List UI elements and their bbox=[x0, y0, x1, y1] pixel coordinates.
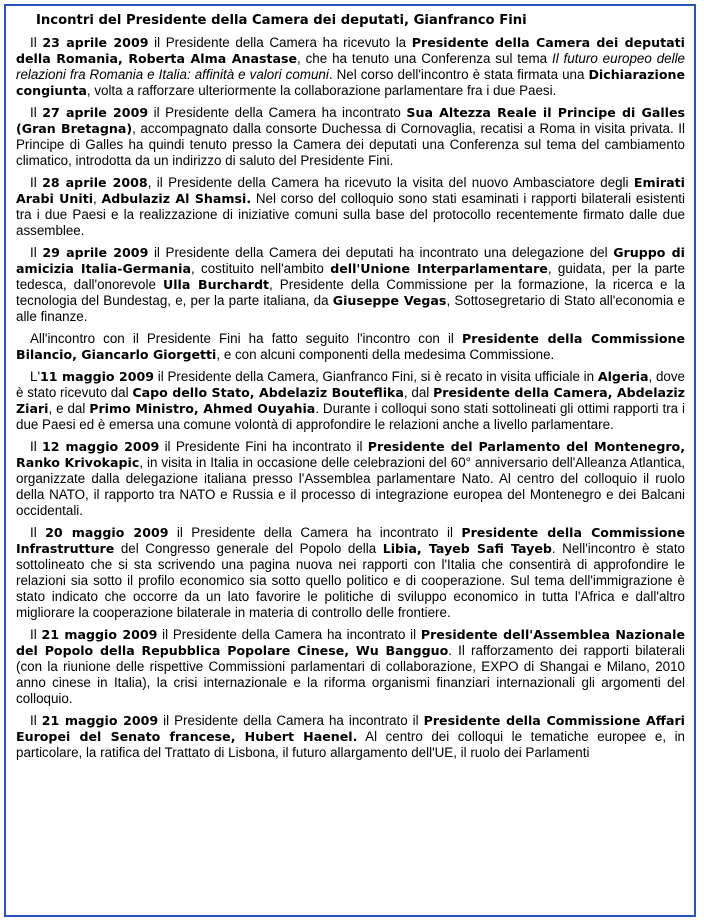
bold-text: Presidente della Camera, Abdelaziz Ziari bbox=[16, 385, 685, 416]
paragraph bbox=[16, 245, 685, 325]
bold-text: 20 maggio 2009 bbox=[45, 525, 169, 540]
text-run: il Presidente della Camera ha ricevuto la bbox=[148, 35, 412, 50]
text-run: Il bbox=[30, 35, 43, 50]
bold-text: Dichiarazione congiunta bbox=[16, 67, 685, 98]
paragraph bbox=[16, 439, 685, 519]
bold-text: Presidente della Commissione Affari Europei del Senato francese, Hubert Haenel. bbox=[16, 713, 685, 744]
bold-text: Libia, Tayeb Safi Tayeb bbox=[382, 541, 552, 556]
text-run: All'incontro con il Presidente Fini ha fatto seguito l'incontro con il bbox=[30, 331, 462, 346]
bold-text: Algeria bbox=[597, 369, 649, 384]
paragraph bbox=[16, 175, 685, 239]
paragraph bbox=[16, 331, 685, 363]
text-run: Il bbox=[30, 627, 42, 642]
text-run: il Presidente della Camera dei deputati ha incontrato una delegazione del bbox=[148, 245, 614, 260]
bold-text: Presidente della Commissione Infrastrutture bbox=[16, 525, 685, 556]
bold-text: Adbulaziz Al Shamsi. bbox=[101, 191, 252, 206]
bold-text: Gruppo di amicizia Italia-Germania bbox=[16, 245, 685, 276]
text-run: . Nell'incontro è stato sottolineato che si sta scrivendo una pagina nuova nei rapporti con l'Italia che consentirà di approfondire le relazioni sia sotto il profilo economico sia sotto quello politico e di cooperazione. Sul tema dell'immigrazione è stato indicato che occorre da un lato favorire le politiche di sviluppo economico in tutta l'Africa e dall'altro migliorare la cooperazione bilaterale in materia di controllo delle frontiere. bbox=[16, 541, 685, 620]
bold-text: Presidente della Commissione Bilancio, Giancarlo Giorgetti bbox=[16, 331, 685, 362]
bold-text: 29 aprile 2009 bbox=[42, 245, 149, 260]
text-run: , volta a rafforzare ulteriormente la collaborazione parlamentare fra i due Paesi. bbox=[86, 83, 557, 98]
text-run: , in visita in Italia in occasione delle celebrazioni del 60° anniversario dell'Alleanza Atlantica, organizzate dalla delegazione italiana presso l'Assemblea parlamentare Nato. Al centro del colloquio il ruolo della NATO, il rapporto tra NATO e Russia e il processo di integrazione europea del Montenegro e dei Balcani occidentali. bbox=[16, 455, 685, 518]
text-run: Il bbox=[30, 525, 46, 540]
paragraph-list bbox=[16, 35, 685, 761]
document-body bbox=[16, 13, 685, 910]
text-run: , bbox=[93, 191, 102, 206]
paragraph bbox=[16, 105, 685, 169]
paragraph bbox=[16, 369, 685, 433]
italic-text: Il futuro europeo delle relazioni fra Romania e Italia: affinità e valori comuni bbox=[16, 51, 685, 82]
bold-text: Presidente della Camera dei deputati della Romania, Roberta Alma Anastase bbox=[16, 35, 685, 66]
document-frame bbox=[4, 4, 696, 917]
text-run: il Presidente della Camera ha incontrato bbox=[148, 105, 407, 120]
text-run: Il bbox=[30, 105, 43, 120]
bold-text: 12 maggio 2009 bbox=[42, 439, 160, 454]
text-run: , guidata, per la parte tedesca, dall'onorevole bbox=[16, 261, 685, 292]
bold-text: dell'Unione Interparlamentare bbox=[330, 261, 548, 276]
bold-text: Presidente dell'Assemblea Nazionale del Popolo della Repubblica Popolare Cinese, Wu Bangguo bbox=[16, 627, 685, 658]
text-run: , e dal bbox=[48, 401, 90, 416]
text-run: Il bbox=[30, 245, 43, 260]
bold-text: Presidente del Parlamento del Montenegro, Ranko Krivokapic bbox=[16, 439, 685, 470]
paragraph bbox=[16, 35, 685, 99]
bold-text: 27 aprile 2009 bbox=[42, 105, 149, 120]
text-run: del Congresso generale del Popolo della bbox=[114, 541, 383, 556]
text-run: Il bbox=[30, 439, 43, 454]
text-run: , dal bbox=[403, 385, 434, 400]
text-run: , accompagnato dalla consorte Duchessa di Cornovaglia, recatisi a Roma in visita privata. Il Principe di Galles ha quindi tenuto presso la Camera dei deputati una Conferenza sul tema del cambiamento climatico, introdotta da un indirizzo di saluto del Presidente Fini. bbox=[16, 121, 685, 168]
bold-text: Primo Ministro, Ahmed Ouyahia bbox=[89, 401, 316, 416]
paragraph bbox=[16, 713, 685, 761]
paragraph bbox=[16, 525, 685, 621]
text-run: , il Presidente della Camera ha ricevuto la visita del nuovo Ambasciatore degli bbox=[147, 175, 634, 190]
bold-text: 28 aprile 2008 bbox=[42, 175, 148, 190]
text-run: . Nel corso dell'incontro è stata firmata una bbox=[328, 67, 589, 82]
text-run: il Presidente della Camera ha incontrato il bbox=[157, 627, 421, 642]
text-run: , e con alcuni componenti della medesima Commissione. bbox=[216, 347, 555, 362]
text-run: Al centro dei colloqui le tematiche europee e, in particolare, la ratifica del Trattato di Lisbona, il futuro allargamento dell'UE, il ruolo dei Parlamenti bbox=[16, 729, 685, 760]
text-run: Il bbox=[30, 713, 42, 728]
bold-text: 21 maggio 2009 bbox=[41, 627, 158, 642]
bold-text: Ulla Burchardt bbox=[162, 277, 270, 292]
text-run: il Presidente Fini ha incontrato il bbox=[159, 439, 368, 454]
text-run: il Presidente della Camera ha incontrato il bbox=[158, 713, 424, 728]
text-run: , che ha tenuto una Conferenza sul tema bbox=[297, 51, 552, 66]
text-run: . Il rafforzamento dei rapporti bilaterali (con la riunione delle rispettive Commissioni parlamentari di collaborazione, EXPO di Shangai e Milano, 2010 anno cinese in Italia), la crisi internazionale e la riforma organismi finanziari internazionali gli argomenti del colloquio. bbox=[16, 643, 685, 706]
document-title: Incontri del Presidente della Camera dei deputati, Gianfranco Fini bbox=[36, 13, 527, 28]
bold-text: 11 maggio 2009 bbox=[40, 369, 155, 384]
text-run: . Durante i colloqui sono stati sottolineati gli ottimi rapporti tra i due Paesi ed è emersa una comune volontà di approfondire le relazioni anche a livello parlamentare. bbox=[16, 401, 685, 432]
text-run: L' bbox=[30, 369, 41, 384]
text-run: il Presidente della Camera, Gianfranco Fini, si è recato in visita ufficiale in bbox=[154, 369, 598, 384]
bold-text: Emirati Arabi Uniti bbox=[16, 175, 685, 206]
text-run: , Presidente della Commissione per la formazione, la ricerca e la tecnologia del Bundestag, e, per la parte italiana, da bbox=[16, 277, 685, 308]
text-run: il Presidente della Camera ha incontrato il bbox=[168, 525, 462, 540]
bold-text: 23 aprile 2009 bbox=[42, 35, 149, 50]
text-run: , dove è stato ricevuto dal bbox=[16, 369, 685, 400]
text-run: , costituito nell'ambito bbox=[190, 261, 331, 276]
bold-text: Giuseppe Vegas bbox=[332, 293, 447, 308]
bold-text: Sua Altezza Reale il Principe di Galles (Gran Bretagna) bbox=[16, 105, 685, 136]
text-run: Il bbox=[30, 175, 43, 190]
bold-text: Capo dello Stato, Abdelaziz Bouteflika bbox=[132, 385, 404, 400]
text-run: Nel corso del colloquio sono stati esaminati i rapporti bilaterali esistenti tra i due Paesi e la realizzazione di iniziative comuni sulla base del protocollo recentemente firmato dalle due assemblee. bbox=[16, 191, 685, 238]
paragraph bbox=[16, 627, 685, 707]
bold-text: 21 maggio 2009 bbox=[41, 713, 159, 728]
text-run: , Sottosegretario di Stato all'economia e alle finanze. bbox=[16, 293, 685, 324]
